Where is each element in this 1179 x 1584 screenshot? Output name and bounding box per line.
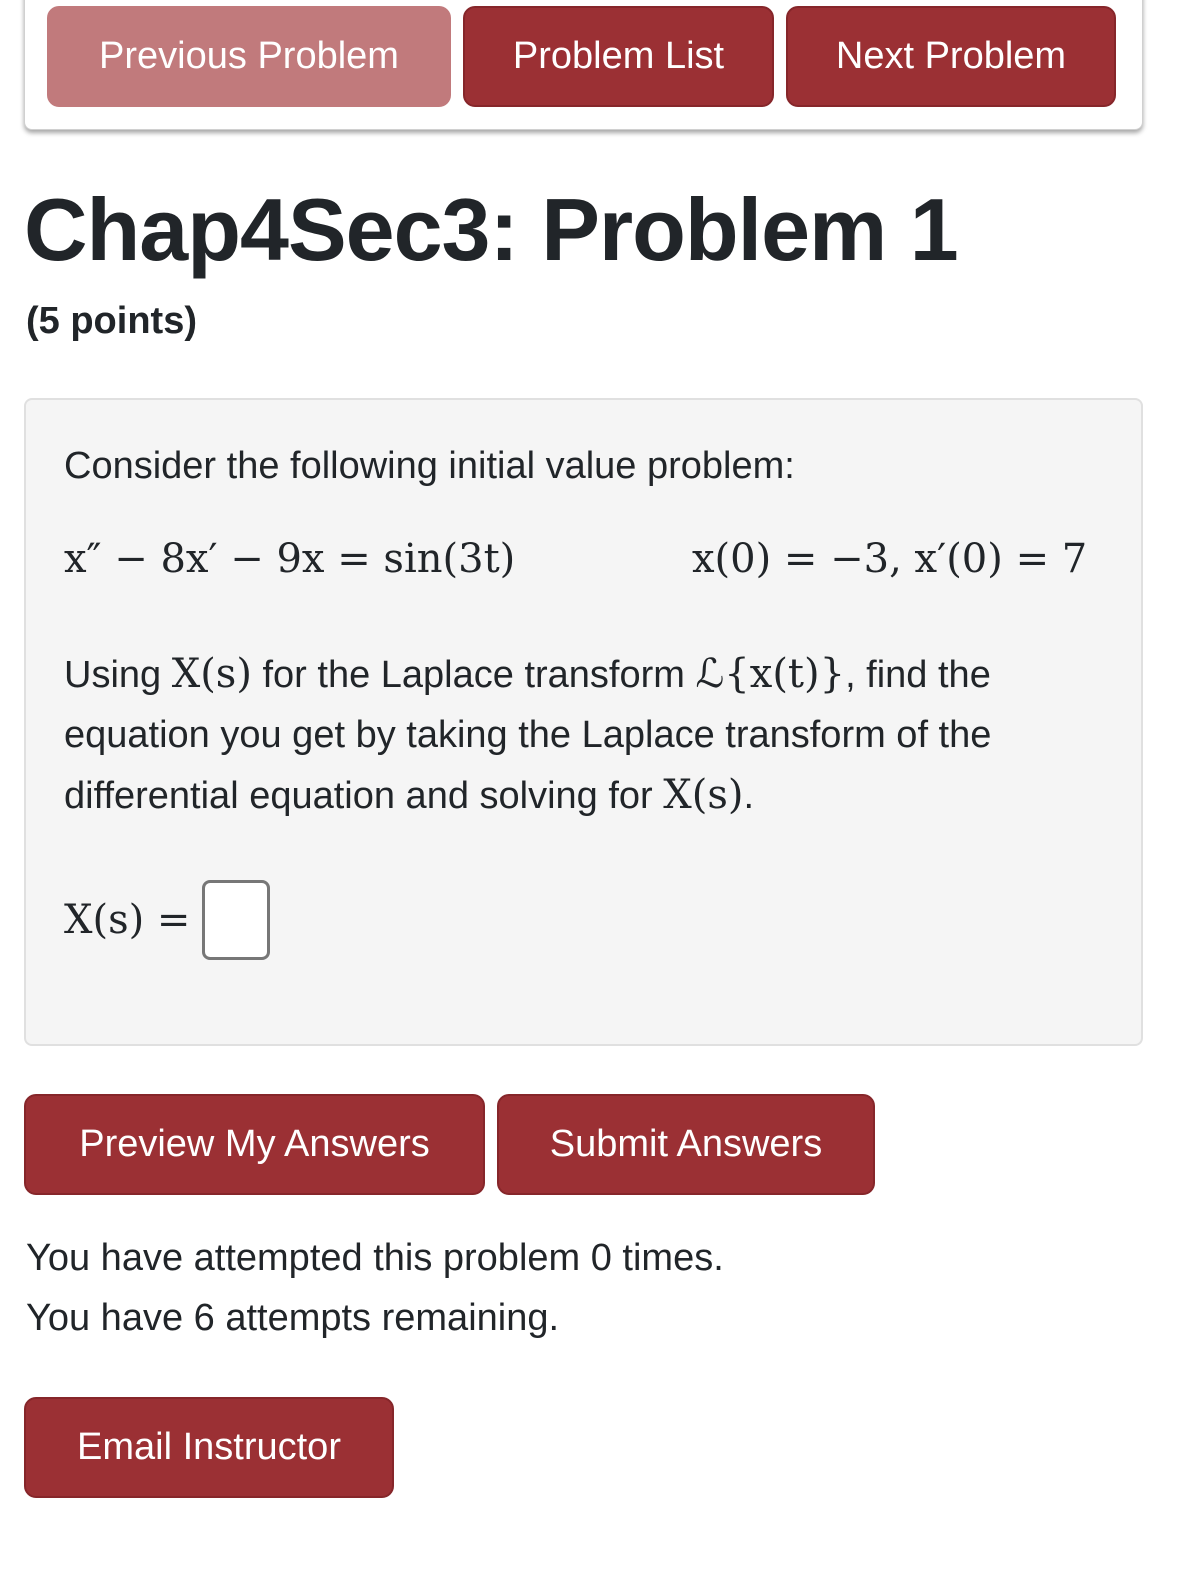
instruction-math-xs: X(s) xyxy=(663,772,744,818)
preview-answers-button[interactable]: Preview My Answers xyxy=(24,1094,485,1195)
answer-row xyxy=(64,880,270,960)
differential-equation: x″ − 8x′ − 9x = sin(3t) xyxy=(64,536,516,582)
instruction-text: for the Laplace transform xyxy=(251,654,696,696)
submit-answers-button[interactable]: Submit Answers xyxy=(497,1094,875,1195)
instruction-math-xs: X(s) xyxy=(171,651,252,697)
problem-points: (5 points) xyxy=(26,300,197,342)
instruction-math-laplace: ℒ{x(t)} xyxy=(695,651,846,697)
page-title: Chap4Sec3: Problem 1 xyxy=(24,180,958,279)
problem-list-button[interactable]: Problem List xyxy=(463,6,774,107)
instruction-text: , find the equation you get by taking the Laplace transform of the differential equation and solving for xyxy=(64,654,992,817)
instruction-text: . xyxy=(743,775,755,817)
initial-conditions: x(0) = −3, x′(0) = 7 xyxy=(692,536,1088,582)
instruction-text: Using xyxy=(64,654,172,696)
attempts-status xyxy=(26,1228,724,1348)
next-problem-button[interactable]: Next Problem xyxy=(786,6,1116,107)
previous-problem-button[interactable]: Previous Problem xyxy=(47,6,451,107)
attempts-remaining-text: You have 6 attempts remaining. xyxy=(26,1297,560,1339)
problem-instructions xyxy=(64,644,1124,826)
problem-intro: Consider the following initial value problem: xyxy=(64,445,795,487)
answer-input[interactable] xyxy=(202,880,270,960)
problem-body xyxy=(24,398,1143,1046)
email-instructor-button[interactable]: Email Instructor xyxy=(24,1397,394,1498)
attempts-made-text: You have attempted this problem 0 times. xyxy=(26,1237,724,1279)
answer-label: X(s) = xyxy=(64,897,191,943)
